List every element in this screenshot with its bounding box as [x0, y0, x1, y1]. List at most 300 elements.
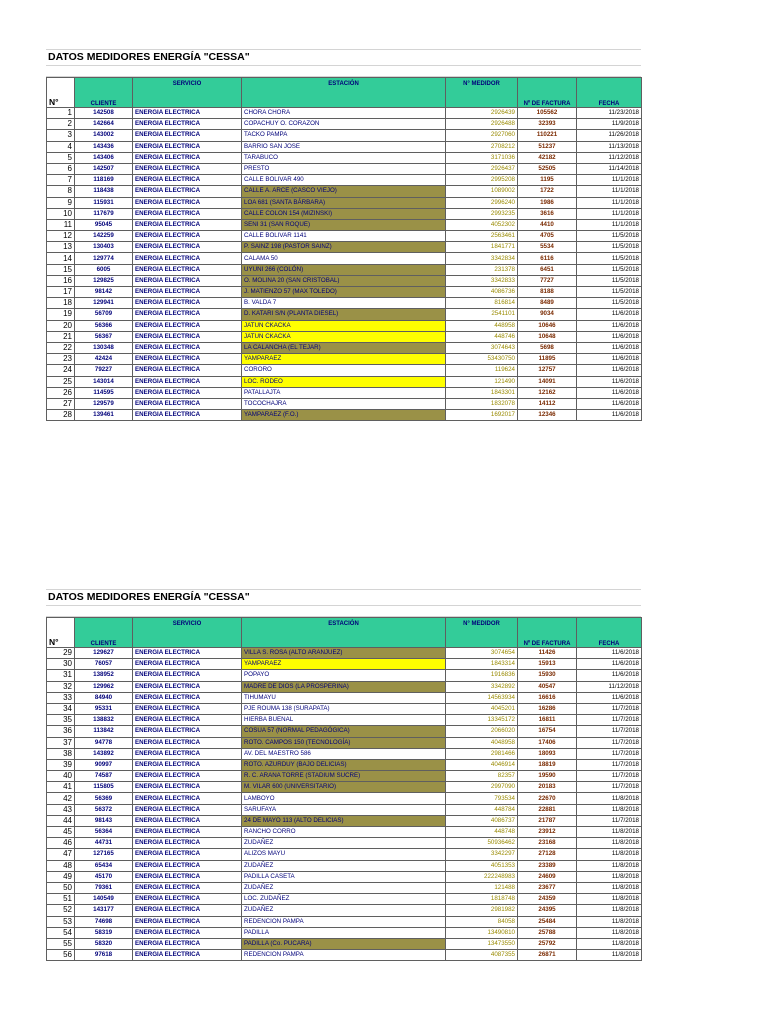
cell-medidor: 13490810 — [446, 927, 518, 938]
table-row — [47, 208, 642, 219]
cell-cliente: 138952 — [75, 670, 133, 681]
cell-factura: 6451 — [518, 264, 577, 275]
cell-fecha: 11/7/2018 — [577, 748, 642, 759]
cell-factura: 52505 — [518, 163, 577, 174]
cell-factura: 11426 — [518, 648, 577, 659]
cell-estacion: VILLA S. ROSA (ALTO ARANJUEZ) — [242, 648, 446, 659]
cell-factura: 4410 — [518, 219, 577, 230]
cell-medidor: 3074654 — [446, 648, 518, 659]
table-row — [47, 320, 642, 331]
cell-factura: 27128 — [518, 849, 577, 860]
cell-no: 24 — [47, 365, 75, 376]
header-fecha: FECHA — [577, 618, 642, 648]
cell-servicio: ENERGIA ELECTRICA — [133, 670, 242, 681]
cell-medidor: 84058 — [446, 916, 518, 927]
table-row — [47, 398, 642, 409]
cell-cliente: 56369 — [75, 793, 133, 804]
cell-fecha: 11/6/2018 — [577, 365, 642, 376]
cell-factura: 16286 — [518, 703, 577, 714]
cell-factura: 24359 — [518, 894, 577, 905]
cell-estacion: PADILLA CASETA — [242, 871, 446, 882]
cell-fecha: 11/8/2018 — [577, 793, 642, 804]
cell-factura: 21787 — [518, 815, 577, 826]
cell-factura: 25484 — [518, 916, 577, 927]
cell-no: 50 — [47, 882, 75, 893]
cell-medidor: 3342297 — [446, 849, 518, 860]
cell-medidor: 13345172 — [446, 715, 518, 726]
cell-estacion: AV. DEL MAESTRO 586 — [242, 748, 446, 759]
cell-cliente: 79361 — [75, 882, 133, 893]
header-row — [47, 618, 642, 648]
cell-no: 12 — [47, 231, 75, 242]
cell-factura: 16616 — [518, 692, 577, 703]
cell-estacion: REDENCION PAMPA — [242, 950, 446, 961]
cell-medidor: 2997090 — [446, 782, 518, 793]
table-row — [47, 927, 642, 938]
cell-servicio: ENERGIA ELECTRICA — [133, 827, 242, 838]
cell-no: 28 — [47, 410, 75, 421]
cell-medidor: 2981982 — [446, 905, 518, 916]
cell-estacion: CORORO — [242, 365, 446, 376]
cell-estacion: YAMPARAEZ — [242, 354, 446, 365]
cell-no: 33 — [47, 692, 75, 703]
cell-servicio: ENERGIA ELECTRICA — [133, 130, 242, 141]
cell-medidor: 1832078 — [446, 398, 518, 409]
cell-factura: 1722 — [518, 186, 577, 197]
table-row — [47, 130, 642, 141]
cell-medidor: 1818748 — [446, 894, 518, 905]
cell-fecha: 11/8/2018 — [577, 827, 642, 838]
cell-cliente: 98142 — [75, 287, 133, 298]
cell-cliente: 138832 — [75, 715, 133, 726]
cell-estacion: YAMPARAEZ (F.O.) — [242, 410, 446, 421]
table-row — [47, 804, 642, 815]
cell-estacion: POPAYO — [242, 670, 446, 681]
table-row — [47, 163, 642, 174]
cell-servicio: ENERGIA ELECTRICA — [133, 905, 242, 916]
cell-factura: 3616 — [518, 208, 577, 219]
cell-estacion: B. VALDA 7 — [242, 298, 446, 309]
cell-factura: 11895 — [518, 354, 577, 365]
cell-cliente: 139461 — [75, 410, 133, 421]
cell-fecha: 11/8/2018 — [577, 927, 642, 938]
cell-servicio: ENERGIA ELECTRICA — [133, 927, 242, 938]
header-fecha: FECHA — [577, 78, 642, 108]
cell-no: 14 — [47, 253, 75, 264]
blank-row — [46, 65, 641, 77]
cell-cliente: 84940 — [75, 692, 133, 703]
header-cliente: CLIENTE — [75, 78, 133, 108]
cell-servicio: ENERGIA ELECTRICA — [133, 759, 242, 770]
cell-factura: 32393 — [518, 119, 577, 130]
cell-fecha: 11/8/2018 — [577, 849, 642, 860]
cell-cliente: 76057 — [75, 659, 133, 670]
cell-no: 3 — [47, 130, 75, 141]
cell-servicio: ENERGIA ELECTRICA — [133, 860, 242, 871]
table-row — [47, 141, 642, 152]
cell-estacion: O. MOLINA 20 (SAN CRISTOBAL) — [242, 275, 446, 286]
cell-factura: 25788 — [518, 927, 577, 938]
cell-servicio: ENERGIA ELECTRICA — [133, 152, 242, 163]
header-medidor: N° MEDIDOR — [446, 78, 518, 108]
table-row — [47, 410, 642, 421]
cell-servicio: ENERGIA ELECTRICA — [133, 815, 242, 826]
cell-fecha: 11/6/2018 — [577, 692, 642, 703]
cell-factura: 8489 — [518, 298, 577, 309]
cell-factura: 24609 — [518, 871, 577, 882]
cell-servicio: ENERGIA ELECTRICA — [133, 208, 242, 219]
cell-fecha: 11/6/2018 — [577, 670, 642, 681]
cell-no: 35 — [47, 715, 75, 726]
cell-fecha: 11/13/2018 — [577, 141, 642, 152]
table-row — [47, 197, 642, 208]
cell-medidor: 3342833 — [446, 275, 518, 286]
cell-no: 32 — [47, 681, 75, 692]
cell-factura: 12757 — [518, 365, 577, 376]
cell-fecha: 11/6/2018 — [577, 354, 642, 365]
table-row — [47, 782, 642, 793]
cell-cliente: 74587 — [75, 771, 133, 782]
cell-factura: 17406 — [518, 737, 577, 748]
table-row — [47, 882, 642, 893]
cell-medidor: 50936462 — [446, 838, 518, 849]
cell-cliente: 95045 — [75, 219, 133, 230]
cell-no: 56 — [47, 950, 75, 961]
cell-servicio: ENERGIA ELECTRICA — [133, 365, 242, 376]
cell-cliente: 118438 — [75, 186, 133, 197]
cell-no: 53 — [47, 916, 75, 927]
cell-fecha: 11/8/2018 — [577, 950, 642, 961]
cell-estacion: ZUDAÑEZ — [242, 905, 446, 916]
cell-cliente: 79227 — [75, 365, 133, 376]
cell-no: 6 — [47, 163, 75, 174]
table-row — [47, 894, 642, 905]
table-row — [47, 916, 642, 927]
cell-estacion: R. C. ARANA TORRE (STADIUM SUCRE) — [242, 771, 446, 782]
cell-cliente: 143406 — [75, 152, 133, 163]
cell-cliente: 74698 — [75, 916, 133, 927]
table-row — [47, 253, 642, 264]
cell-medidor: 2066020 — [446, 726, 518, 737]
cell-cliente: 97618 — [75, 950, 133, 961]
cell-fecha: 11/6/2018 — [577, 342, 642, 353]
cell-fecha: 11/26/2018 — [577, 130, 642, 141]
cell-cliente: 56364 — [75, 827, 133, 838]
cell-factura: 8188 — [518, 287, 577, 298]
cell-fecha: 11/12/2018 — [577, 152, 642, 163]
cell-estacion: TIHUMAYU — [242, 692, 446, 703]
cell-medidor: 2993235 — [446, 208, 518, 219]
cell-cliente: 143892 — [75, 748, 133, 759]
cell-cliente: 94778 — [75, 737, 133, 748]
cell-estacion: J. MATIENZO 57 (MAX TOLEDO) — [242, 287, 446, 298]
cell-no: 21 — [47, 331, 75, 342]
cell-fecha: 11/5/2018 — [577, 242, 642, 253]
table-row — [47, 175, 642, 186]
cell-cliente: 142259 — [75, 231, 133, 242]
cell-no: 38 — [47, 748, 75, 759]
cell-fecha: 11/1/2018 — [577, 186, 642, 197]
cell-servicio: ENERGIA ELECTRICA — [133, 703, 242, 714]
cell-servicio: ENERGIA ELECTRICA — [133, 197, 242, 208]
cell-no: 16 — [47, 275, 75, 286]
cell-medidor: 121488 — [446, 882, 518, 893]
cell-factura: 23389 — [518, 860, 577, 871]
cell-cliente: 129941 — [75, 298, 133, 309]
cell-factura: 14091 — [518, 376, 577, 387]
cell-estacion: LOC. ZUDAÑEZ — [242, 894, 446, 905]
cell-cliente: 129774 — [75, 253, 133, 264]
cell-estacion: LOC. RODEO — [242, 376, 446, 387]
table-row — [47, 815, 642, 826]
cell-servicio: ENERGIA ELECTRICA — [133, 715, 242, 726]
header-servicio: SERVICIO — [133, 78, 242, 108]
cell-fecha: 11/6/2018 — [577, 398, 642, 409]
table-row — [47, 231, 642, 242]
cell-factura: 12162 — [518, 387, 577, 398]
table-row — [47, 152, 642, 163]
cell-medidor: 816814 — [446, 298, 518, 309]
table-row — [47, 715, 642, 726]
cell-fecha: 11/1/2018 — [577, 219, 642, 230]
cell-servicio: ENERGIA ELECTRICA — [133, 331, 242, 342]
cell-cliente: 129962 — [75, 681, 133, 692]
cell-estacion: P. SAINZ 198 (PASTOR SAINZ) — [242, 242, 446, 253]
cell-cliente: 6005 — [75, 264, 133, 275]
cell-no: 31 — [47, 670, 75, 681]
cell-fecha: 11/6/2018 — [577, 331, 642, 342]
table-row — [47, 692, 642, 703]
cell-servicio: ENERGIA ELECTRICA — [133, 659, 242, 670]
cell-cliente: 56372 — [75, 804, 133, 815]
cell-fecha: 11/7/2018 — [577, 759, 642, 770]
cell-servicio: ENERGIA ELECTRICA — [133, 186, 242, 197]
cell-cliente: 65434 — [75, 860, 133, 871]
header-estacion: ESTACIÓN — [242, 78, 446, 108]
cell-servicio: ENERGIA ELECTRICA — [133, 320, 242, 331]
table-row — [47, 860, 642, 871]
cell-factura: 22670 — [518, 793, 577, 804]
cell-medidor: 1843314 — [446, 659, 518, 670]
cell-fecha: 11/7/2018 — [577, 715, 642, 726]
cell-estacion: LAMBOYO — [242, 793, 446, 804]
cell-estacion: ROTO. CAMPOS 150 (TECNOLOGÍA) — [242, 737, 446, 748]
cell-servicio: ENERGIA ELECTRICA — [133, 119, 242, 130]
header-factura: Nº DE FACTURA — [518, 78, 577, 108]
cell-no: 49 — [47, 871, 75, 882]
cell-fecha: 11/6/2018 — [577, 376, 642, 387]
cell-servicio: ENERGIA ELECTRICA — [133, 354, 242, 365]
table-row — [47, 119, 642, 130]
cell-estacion: UYUNI 266 (COLÓN) — [242, 264, 446, 275]
cell-servicio: ENERGIA ELECTRICA — [133, 916, 242, 927]
cell-cliente: 142507 — [75, 163, 133, 174]
cell-factura: 4705 — [518, 231, 577, 242]
cell-cliente: 56709 — [75, 309, 133, 320]
cell-no: 39 — [47, 759, 75, 770]
table-row — [47, 365, 642, 376]
header-row — [47, 78, 642, 108]
cell-no: 42 — [47, 793, 75, 804]
cell-medidor: 4045201 — [446, 703, 518, 714]
cell-medidor: 448958 — [446, 320, 518, 331]
cell-factura: 23168 — [518, 838, 577, 849]
cell-estacion: YAMPARAEZ — [242, 659, 446, 670]
cell-estacion: PJE ROUMA 138 (SURAPATA) — [242, 703, 446, 714]
cell-factura: 15913 — [518, 659, 577, 670]
cell-no: 18 — [47, 298, 75, 309]
cell-medidor: 4087355 — [446, 950, 518, 961]
cell-estacion: HIERBA BUENAL — [242, 715, 446, 726]
cell-servicio: ENERGIA ELECTRICA — [133, 748, 242, 759]
cell-cliente: 117679 — [75, 208, 133, 219]
table-row — [47, 287, 642, 298]
table-row — [47, 242, 642, 253]
cell-medidor: 448748 — [446, 827, 518, 838]
cell-no: 17 — [47, 287, 75, 298]
table-row — [47, 376, 642, 387]
cell-factura: 42182 — [518, 152, 577, 163]
cell-estacion: PADILLA (Co. PUCARA) — [242, 938, 446, 949]
cell-medidor: 222248983 — [446, 871, 518, 882]
cell-no: 54 — [47, 927, 75, 938]
cell-cliente: 129627 — [75, 648, 133, 659]
table-row — [47, 108, 642, 119]
cell-fecha: 11/7/2018 — [577, 726, 642, 737]
cell-factura: 14112 — [518, 398, 577, 409]
cell-fecha: 11/6/2018 — [577, 648, 642, 659]
cell-fecha: 11/5/2018 — [577, 298, 642, 309]
cell-cliente: 130348 — [75, 342, 133, 353]
cell-factura: 15930 — [518, 670, 577, 681]
cell-estacion: PRESTO — [242, 163, 446, 174]
cell-no: 13 — [47, 242, 75, 253]
sheet-block-1 — [46, 49, 641, 421]
cell-no: 22 — [47, 342, 75, 353]
cell-fecha: 11/8/2018 — [577, 938, 642, 949]
cell-fecha: 11/8/2018 — [577, 838, 642, 849]
cell-factura: 9034 — [518, 309, 577, 320]
cell-no: 10 — [47, 208, 75, 219]
cell-medidor: 3342834 — [446, 253, 518, 264]
header-no: N° — [47, 618, 75, 648]
cell-estacion: SENI 31 (SAN ROQUE) — [242, 219, 446, 230]
cell-medidor: 14563934 — [446, 692, 518, 703]
cell-medidor: 13473550 — [446, 938, 518, 949]
cell-cliente: 115931 — [75, 197, 133, 208]
cell-medidor: 3171036 — [446, 152, 518, 163]
cell-estacion: MADRE DE DIOS (LA PROSPERINA) — [242, 681, 446, 692]
cell-no: 7 — [47, 175, 75, 186]
cell-estacion: JATUN CKACKA — [242, 331, 446, 342]
cell-estacion: COSUA 57 (NORMAL PEDAGÓGICA) — [242, 726, 446, 737]
cell-cliente: 115805 — [75, 782, 133, 793]
cell-no: 43 — [47, 804, 75, 815]
cell-estacion: ZUDAÑEZ — [242, 838, 446, 849]
cell-servicio: ENERGIA ELECTRICA — [133, 253, 242, 264]
cell-estacion: CALLE BOLIVAR 490 — [242, 175, 446, 186]
cell-cliente: 58320 — [75, 938, 133, 949]
cell-fecha: 11/6/2018 — [577, 309, 642, 320]
cell-no: 44 — [47, 815, 75, 826]
table-row — [47, 793, 642, 804]
cell-servicio: ENERGIA ELECTRICA — [133, 398, 242, 409]
cell-fecha: 11/1/2018 — [577, 175, 642, 186]
cell-no: 5 — [47, 152, 75, 163]
cell-medidor: 1692017 — [446, 410, 518, 421]
cell-medidor: 2926488 — [446, 119, 518, 130]
cell-cliente: 42424 — [75, 354, 133, 365]
cell-fecha: 11/5/2018 — [577, 231, 642, 242]
cell-factura: 40547 — [518, 681, 577, 692]
table-row — [47, 681, 642, 692]
cell-factura: 6116 — [518, 253, 577, 264]
cell-no: 29 — [47, 648, 75, 659]
cell-cliente: 142508 — [75, 108, 133, 119]
table-row — [47, 771, 642, 782]
table-row — [47, 748, 642, 759]
cell-no: 26 — [47, 387, 75, 398]
cell-cliente: 129825 — [75, 275, 133, 286]
cell-fecha: 11/7/2018 — [577, 737, 642, 748]
header-factura: Nº DE FACTURA — [518, 618, 577, 648]
cell-fecha: 11/7/2018 — [577, 771, 642, 782]
cell-servicio: ENERGIA ELECTRICA — [133, 342, 242, 353]
cell-no: 23 — [47, 354, 75, 365]
cell-factura: 1986 — [518, 197, 577, 208]
cell-no: 4 — [47, 141, 75, 152]
cell-servicio: ENERGIA ELECTRICA — [133, 648, 242, 659]
cell-no: 1 — [47, 108, 75, 119]
table-row — [47, 354, 642, 365]
cell-fecha: 11/5/2018 — [577, 264, 642, 275]
cell-estacion: ROTO. AZURDUY (BAJO DELICIAS) — [242, 759, 446, 770]
cell-no: 15 — [47, 264, 75, 275]
cell-no: 8 — [47, 186, 75, 197]
cell-no: 48 — [47, 860, 75, 871]
cell-no: 30 — [47, 659, 75, 670]
cell-estacion: D. KATARI S/N (PLANTA DIESEL) — [242, 309, 446, 320]
sheet-block-2 — [46, 589, 641, 961]
table-row — [47, 387, 642, 398]
cell-servicio: ENERGIA ELECTRICA — [133, 950, 242, 961]
cell-medidor: 448784 — [446, 804, 518, 815]
cell-servicio: ENERGIA ELECTRICA — [133, 242, 242, 253]
cell-fecha: 11/8/2018 — [577, 860, 642, 871]
table-row — [47, 659, 642, 670]
table-row — [47, 938, 642, 949]
cell-medidor: 4048958 — [446, 737, 518, 748]
cell-medidor: 2996240 — [446, 197, 518, 208]
cell-fecha: 11/7/2018 — [577, 703, 642, 714]
cell-fecha: 11/8/2018 — [577, 894, 642, 905]
cell-estacion: CALLE A. ARCE (CASCO VIEJO) — [242, 186, 446, 197]
cell-factura: 19590 — [518, 771, 577, 782]
cell-no: 2 — [47, 119, 75, 130]
cell-servicio: ENERGIA ELECTRICA — [133, 838, 242, 849]
cell-fecha: 11/5/2018 — [577, 253, 642, 264]
cell-estacion: CHORA CHORA — [242, 108, 446, 119]
cell-factura: 10648 — [518, 331, 577, 342]
cell-no: 9 — [47, 197, 75, 208]
cell-fecha: 11/12/2018 — [577, 681, 642, 692]
cell-no: 19 — [47, 309, 75, 320]
cell-medidor: 1841771 — [446, 242, 518, 253]
cell-medidor: 3342892 — [446, 681, 518, 692]
cell-fecha: 11/7/2018 — [577, 815, 642, 826]
cell-estacion: CALAMA 50 — [242, 253, 446, 264]
cell-servicio: ENERGIA ELECTRICA — [133, 309, 242, 320]
